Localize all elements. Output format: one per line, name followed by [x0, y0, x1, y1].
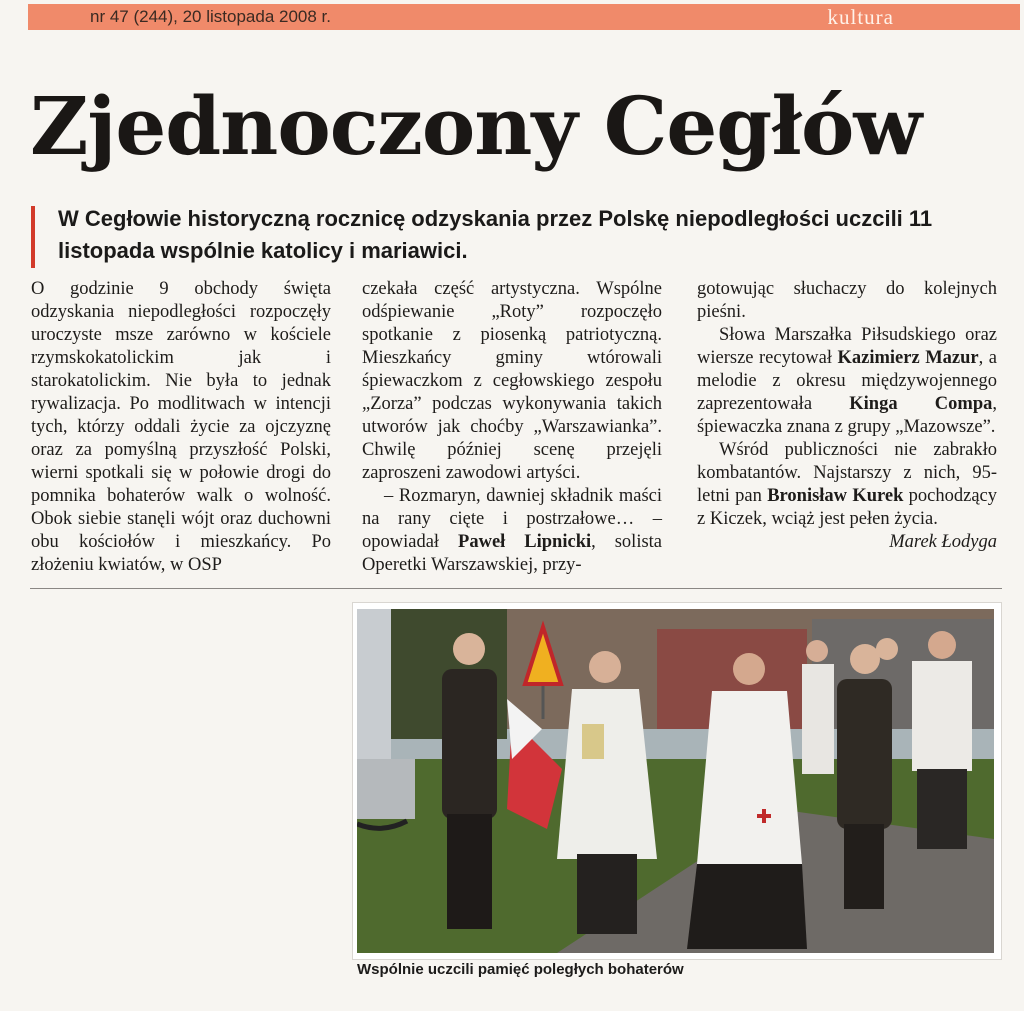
text-run: – Rozmaryn, dawniej składnik maści na rany cięte i postrzałowe… – opowiadał [362, 486, 662, 552]
section-label: kultura [827, 5, 894, 29]
lead-accent-bar [31, 206, 35, 268]
person-name: Paweł Lipnicki [458, 532, 592, 552]
person-legs [844, 824, 884, 909]
person-head [806, 640, 828, 662]
article-column-1 [31, 278, 331, 577]
paragraph [362, 485, 662, 577]
cross-mark [757, 814, 771, 818]
text-run: Wśród publiczności nie zabrakło kombatantów. Najstarszy z nich, 95-letni pan [697, 440, 997, 506]
header-bar [28, 4, 1020, 30]
paragraph: czekała część artystyczna. Wspólne odśpiewanie „Roty” rozpoczęło spotkanie z piosenką patriotyczną. Mieszkańcy gminy wtórowali śpiewaczkom z cegłowskiego zespołu „Zorza” podczas wykonywania takich utworów jak choćby „Warszawianka”. Chwilę później scenę przejęli zaproszeni zawodowi artyści. [362, 279, 662, 483]
text-run: , śpiewaczka znana z grupy „Mazowsze”. [697, 394, 997, 437]
text-run: pochodzący z Kiczek, wciąż jest pełen życia. [697, 486, 998, 529]
person-legs [917, 769, 967, 849]
person-head [850, 644, 880, 674]
priest-cassock [687, 864, 807, 949]
monument-base [357, 759, 415, 819]
photo-illustration [357, 609, 994, 953]
author-signature: Marek Łodyga [889, 532, 997, 552]
text-run: , a melodie z okresu międzywojennego zaprezentowała [697, 348, 997, 414]
paragraph [697, 324, 997, 439]
article-column-3 [697, 278, 997, 554]
person-head [876, 638, 898, 660]
issue-info: nr 47 (244), 20 listopada 2008 r. [90, 7, 331, 26]
paragraph: gotowując słuchaczy do kolejnych pieśni. [697, 279, 997, 322]
person-legs [447, 814, 492, 929]
person-name: Kazimierz Mazur [837, 348, 979, 368]
article-headline: Zjednoczony Cegłów [30, 79, 922, 173]
person-head [589, 651, 621, 683]
person-suit [837, 679, 892, 829]
photo-caption: Wspólnie uczcili pamięć poległych bohaterów [357, 961, 684, 978]
person-suit [442, 669, 497, 819]
paragraph [697, 439, 997, 531]
text-run: Słowa Marszałka Piłsudskiego oraz wiersze recytował [697, 325, 997, 368]
article-lead: W Cegłowie historyczną rocznicę odzyskania przez Polskę niepodległości uczcili 11 listopada wspólnie katolicy i mariawici. [58, 206, 933, 263]
divider-line [30, 588, 1002, 589]
article-photo [357, 609, 994, 953]
text-run: , solista Operetki Warszawskiej, przy- [362, 532, 663, 575]
altar-boy [802, 664, 834, 774]
paragraph: O godzinie 9 obchody święta odzyskania niepodległości rozpoczęły uroczyste msze zarówno w kościele rzymskokatolickim jak i starokatolickim. Nie była to jednak rywalizacja. Po modlitwach w intencji tych, którzy oddali życie za ojczyznę oraz za pomyślną przyszłość Polski, wierni spotkali się w połowie drogi do pomnika bohaterów walk o wolność. Obok siebie stanęli wójt oraz duchowni obu kościołów i mieszkańcy. Po złożeniu kwiatów, w OSP [31, 279, 331, 575]
article-column-2 [362, 278, 662, 577]
person-name: Kinga Compa [849, 394, 993, 414]
person-head [453, 633, 485, 665]
person-head [733, 653, 765, 685]
priest-robe [697, 691, 802, 864]
person-head [928, 631, 956, 659]
priest-cassock [577, 854, 637, 934]
person-name: Bronisław Kurek [767, 486, 904, 506]
stole [582, 724, 604, 759]
altar-server [912, 661, 972, 771]
